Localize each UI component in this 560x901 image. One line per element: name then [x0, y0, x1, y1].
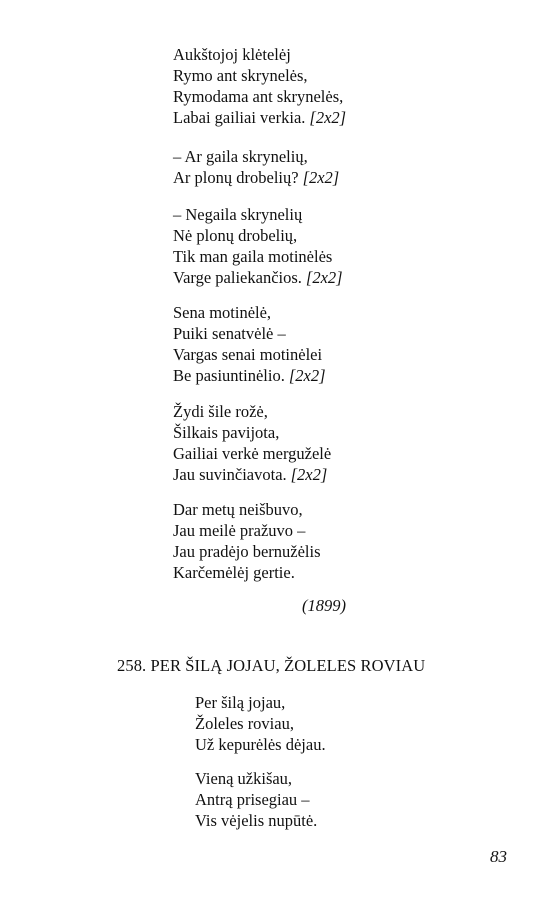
verse-line: Labai gailiai verkia. [2x2]	[173, 108, 347, 127]
verse-line: Jau pradėjo bernužėlis	[173, 542, 321, 561]
poem1-stanza-3	[173, 204, 343, 288]
verse-line: Rymo ant skrynelės,	[173, 66, 308, 85]
verse-line: Antrą prisegiau –	[195, 790, 310, 809]
verse-line: – Ar gaila skrynelių,	[173, 147, 308, 166]
verse-line: – Negaila skrynelių	[173, 205, 303, 224]
verse-line: Jau suvinčiavota. [2x2]	[173, 465, 328, 484]
verse-line: Nė plonų drobelių,	[173, 226, 298, 245]
verse-line: Rymodama ant skrynelės,	[173, 87, 344, 106]
verse-line: Vieną užkišau,	[195, 769, 293, 788]
repeat-marker: [2x2]	[290, 465, 328, 484]
verse-line: Per šilą jojau,	[195, 693, 286, 712]
verse-line: Šilkais pavijota,	[173, 423, 280, 442]
verse-line: Už kepurėlės dėjau.	[195, 735, 326, 754]
poem2-stanza-1	[195, 692, 326, 755]
verse-line: Vargas senai motinėlei	[173, 345, 323, 364]
poem1-stanza-1	[173, 44, 346, 128]
verse-line: Dar metų neišbuvo,	[173, 500, 303, 519]
repeat-marker: [2x2]	[288, 366, 326, 385]
poem2-stanza-2	[195, 768, 317, 831]
verse-line: Puiki senatvėlė –	[173, 324, 286, 343]
poem1-stanza-2	[173, 146, 339, 188]
verse-line: Karčemėlėj gertie.	[173, 563, 295, 582]
verse-line: Žydi šile rožė,	[173, 402, 268, 421]
verse-line: Tik man gaila motinėlės	[173, 247, 333, 266]
poem1-stanza-6	[173, 499, 321, 583]
verse-line: Jau meilė pražuvo –	[173, 521, 306, 540]
poem1-stanza-4	[173, 302, 326, 386]
verse-line: Žoleles roviau,	[195, 714, 294, 733]
verse-line: Gailiai verkė merguželė	[173, 444, 332, 463]
verse-line: Ar plonų drobelių? [2x2]	[173, 168, 340, 187]
verse-line: Aukštojoj klėtelėj	[173, 45, 291, 64]
song-heading: 258. PER ŠILĄ JOJAU, ŽOLELES ROVIAU	[117, 656, 426, 675]
repeat-marker: [2x2]	[302, 168, 340, 187]
poem1-stanza-5	[173, 401, 331, 485]
repeat-marker: [2x2]	[309, 108, 347, 127]
repeat-marker: [2x2]	[305, 268, 343, 287]
verse-line: Sena motinėlė,	[173, 303, 272, 322]
verse-line: Be pasiuntinėlio. [2x2]	[173, 366, 326, 385]
page-number: 83	[490, 847, 507, 866]
verse-line: Varge paliekančios. [2x2]	[173, 268, 343, 287]
verse-line: Vis vėjelis nupūtė.	[195, 811, 318, 830]
poem1-date: (1899)	[302, 596, 346, 615]
